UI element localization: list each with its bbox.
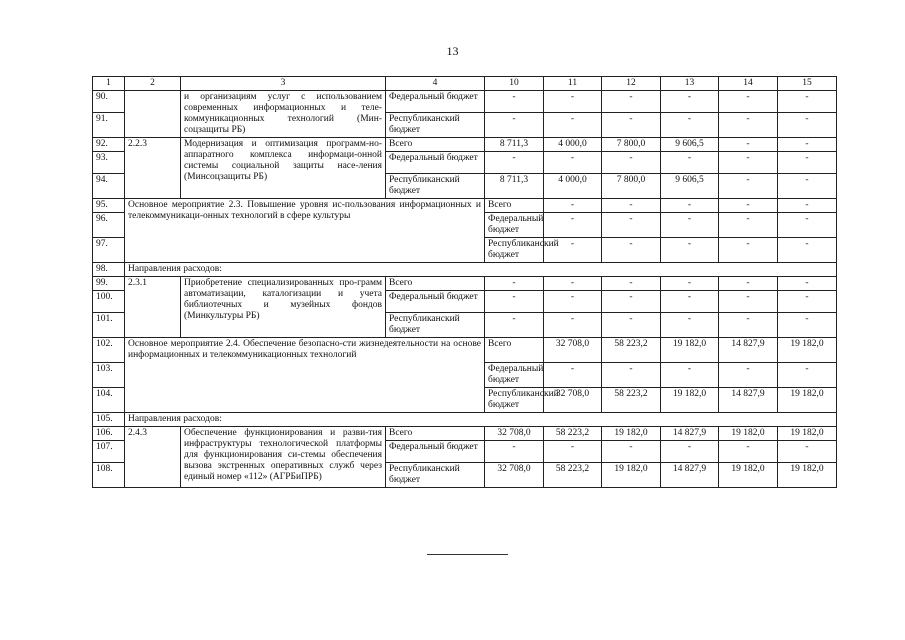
value-cell: - bbox=[544, 152, 602, 174]
value-cell: 19 182,0 bbox=[778, 388, 837, 413]
value-cell: - bbox=[719, 363, 778, 388]
value-cell: - bbox=[485, 313, 544, 338]
value-cell: - bbox=[778, 277, 837, 291]
funding-source: Республиканский бюджет bbox=[386, 174, 485, 199]
value-cell: - bbox=[778, 313, 837, 338]
value-cell: - bbox=[485, 277, 544, 291]
value-cell: - bbox=[602, 238, 661, 263]
row-number: 90. bbox=[93, 91, 125, 113]
value-cell: - bbox=[778, 174, 837, 199]
value-cell: - bbox=[602, 91, 661, 113]
budget-table bbox=[92, 76, 837, 488]
row-number: 100. bbox=[93, 291, 125, 313]
activity-description: Обеспечение функционирования и разви-тия инфраструктуры технологической платформы для функционирования си-стемы обеспечения вызова экстренных оперативных служб через единый номер «112» (АГРБиПРБ) bbox=[181, 427, 386, 488]
value-cell: - bbox=[485, 441, 544, 463]
value-cell: - bbox=[661, 313, 719, 338]
value-cell: 58 223,2 bbox=[544, 427, 602, 441]
value-cell: 32 708,0 bbox=[485, 427, 544, 441]
value-cell: - bbox=[778, 363, 837, 388]
table-row bbox=[93, 138, 837, 152]
value-cell: - bbox=[602, 113, 661, 138]
funding-source: Всего bbox=[386, 138, 485, 152]
funding-source: Федеральный бюджет bbox=[485, 213, 544, 238]
row-number: 98. bbox=[93, 263, 125, 277]
value-cell: - bbox=[544, 213, 602, 238]
funding-source: Всего bbox=[485, 338, 544, 363]
activity-code: 2.2.3 bbox=[125, 138, 181, 199]
value-cell: - bbox=[778, 291, 837, 313]
table-row bbox=[93, 427, 837, 441]
value-cell: - bbox=[719, 213, 778, 238]
row-number: 93. bbox=[93, 152, 125, 174]
value-cell: - bbox=[602, 363, 661, 388]
value-cell: 19 182,0 bbox=[602, 463, 661, 488]
value-cell: - bbox=[719, 91, 778, 113]
row-number: 97. bbox=[93, 238, 125, 263]
footnote-separator bbox=[427, 554, 508, 555]
column-header: 11 bbox=[544, 77, 602, 91]
activity-description: и организациям услуг с использованием современных информационных и теле-коммуникационных технологий (Мин-соцзащиты РБ) bbox=[181, 91, 386, 138]
value-cell: - bbox=[719, 277, 778, 291]
value-cell: 58 223,2 bbox=[602, 338, 661, 363]
value-cell: 14 827,9 bbox=[661, 463, 719, 488]
funding-source: Федеральный бюджет bbox=[485, 363, 544, 388]
value-cell: - bbox=[485, 152, 544, 174]
row-number: 108. bbox=[93, 463, 125, 488]
column-header: 14 bbox=[719, 77, 778, 91]
value-cell: - bbox=[661, 113, 719, 138]
value-cell: - bbox=[661, 238, 719, 263]
value-cell: - bbox=[778, 138, 837, 152]
funding-source: Республиканский бюджет bbox=[485, 238, 544, 263]
row-number: 103. bbox=[93, 363, 125, 388]
row-number: 94. bbox=[93, 174, 125, 199]
funding-source: Республиканский бюджет bbox=[386, 113, 485, 138]
value-cell: - bbox=[544, 277, 602, 291]
value-cell: - bbox=[661, 363, 719, 388]
funding-source: Федеральный бюджет bbox=[386, 152, 485, 174]
value-cell: - bbox=[719, 113, 778, 138]
value-cell: - bbox=[778, 213, 837, 238]
value-cell: - bbox=[602, 291, 661, 313]
row-number: 105. bbox=[93, 413, 125, 427]
table-body bbox=[93, 77, 837, 488]
value-cell: 8 711,3 bbox=[485, 138, 544, 152]
value-cell: - bbox=[485, 113, 544, 138]
value-cell: - bbox=[719, 441, 778, 463]
value-cell: - bbox=[719, 313, 778, 338]
activity-code: 2.3.1 bbox=[125, 277, 181, 338]
value-cell: - bbox=[544, 199, 602, 213]
value-cell: 7 800,0 bbox=[602, 174, 661, 199]
row-number: 99. bbox=[93, 277, 125, 291]
row-number: 106. bbox=[93, 427, 125, 441]
funding-source: Республиканский бюджет bbox=[386, 463, 485, 488]
value-cell: 19 182,0 bbox=[602, 427, 661, 441]
table-row bbox=[93, 199, 837, 213]
main-activity-description: Основное мероприятие 2.3. Повышение уровня ис-пользования информационных и телекоммуникаци-онных технологий в сфере культуры bbox=[125, 199, 485, 263]
table-row bbox=[93, 338, 837, 363]
value-cell: - bbox=[719, 238, 778, 263]
value-cell: - bbox=[661, 199, 719, 213]
row-number: 92. bbox=[93, 138, 125, 152]
column-header: 4 bbox=[386, 77, 485, 91]
value-cell: 32 708,0 bbox=[544, 338, 602, 363]
funding-source: Всего bbox=[386, 277, 485, 291]
value-cell: - bbox=[778, 91, 837, 113]
value-cell: 4 000,0 bbox=[544, 138, 602, 152]
row-number: 107. bbox=[93, 441, 125, 463]
section-row bbox=[93, 413, 837, 427]
value-cell: - bbox=[778, 199, 837, 213]
value-cell: - bbox=[544, 91, 602, 113]
row-number: 102. bbox=[93, 338, 125, 363]
value-cell: - bbox=[602, 199, 661, 213]
table-row bbox=[93, 277, 837, 291]
value-cell: - bbox=[602, 441, 661, 463]
column-header: 15 bbox=[778, 77, 837, 91]
row-number: 104. bbox=[93, 388, 125, 413]
value-cell: - bbox=[661, 291, 719, 313]
column-header: 2 bbox=[125, 77, 181, 91]
activity-code bbox=[125, 91, 181, 138]
value-cell: 14 827,9 bbox=[719, 338, 778, 363]
section-title: Направления расходов: bbox=[125, 263, 837, 277]
value-cell: - bbox=[778, 113, 837, 138]
value-cell: 19 182,0 bbox=[661, 388, 719, 413]
value-cell: - bbox=[778, 238, 837, 263]
value-cell: - bbox=[719, 291, 778, 313]
value-cell: 19 182,0 bbox=[778, 427, 837, 441]
value-cell: 19 182,0 bbox=[719, 463, 778, 488]
table-row bbox=[93, 91, 837, 113]
value-cell: - bbox=[544, 441, 602, 463]
value-cell: 58 223,2 bbox=[602, 388, 661, 413]
column-header: 13 bbox=[661, 77, 719, 91]
value-cell: - bbox=[544, 113, 602, 138]
value-cell: 32 708,0 bbox=[485, 463, 544, 488]
main-activity-description: Основное мероприятие 2.4. Обеспечение безопасно-сти жизнедеятельности на основе информационных и телекоммуникационных технологий bbox=[125, 338, 485, 413]
value-cell: 7 800,0 bbox=[602, 138, 661, 152]
section-title: Направления расходов: bbox=[125, 413, 837, 427]
value-cell: 8 711,3 bbox=[485, 174, 544, 199]
value-cell: - bbox=[719, 152, 778, 174]
funding-source: Республиканский бюджет bbox=[485, 388, 544, 413]
value-cell: - bbox=[661, 441, 719, 463]
value-cell: 14 827,9 bbox=[719, 388, 778, 413]
value-cell: - bbox=[544, 363, 602, 388]
section-row bbox=[93, 263, 837, 277]
value-cell: 14 827,9 bbox=[661, 427, 719, 441]
value-cell: - bbox=[485, 91, 544, 113]
funding-source: Всего bbox=[386, 427, 485, 441]
column-header: 1 bbox=[93, 77, 125, 91]
value-cell: - bbox=[778, 152, 837, 174]
funding-source: Федеральный бюджет bbox=[386, 441, 485, 463]
value-cell: - bbox=[661, 91, 719, 113]
value-cell: - bbox=[719, 138, 778, 152]
value-cell: 32 708,0 bbox=[544, 388, 602, 413]
value-cell: - bbox=[602, 213, 661, 238]
value-cell: 19 182,0 bbox=[778, 338, 837, 363]
column-header: 12 bbox=[602, 77, 661, 91]
row-number: 95. bbox=[93, 199, 125, 213]
value-cell: 4 000,0 bbox=[544, 174, 602, 199]
column-header: 3 bbox=[181, 77, 386, 91]
value-cell: 19 182,0 bbox=[661, 338, 719, 363]
activity-description: Приобретение специализированных про-грамм автоматизации, каталогизации и учета библиотечных и музейных фондов (Минкультуры РБ) bbox=[181, 277, 386, 338]
value-cell: - bbox=[602, 277, 661, 291]
activity-description: Модернизация и оптимизация программ-но-аппаратного комплекса информаци-онной системы социальной защиты насе-ления (Минсоцзащиты РБ) bbox=[181, 138, 386, 199]
value-cell: - bbox=[602, 152, 661, 174]
value-cell: 19 182,0 bbox=[778, 463, 837, 488]
funding-source: Федеральный бюджет bbox=[386, 291, 485, 313]
value-cell: - bbox=[719, 174, 778, 199]
funding-source: Всего bbox=[485, 199, 544, 213]
value-cell: - bbox=[485, 291, 544, 313]
value-cell: - bbox=[544, 291, 602, 313]
column-header: 10 bbox=[485, 77, 544, 91]
page-number: 13 bbox=[446, 44, 459, 58]
value-cell: - bbox=[661, 152, 719, 174]
value-cell: - bbox=[661, 277, 719, 291]
value-cell: - bbox=[544, 313, 602, 338]
value-cell: - bbox=[602, 313, 661, 338]
row-number: 96. bbox=[93, 213, 125, 238]
value-cell: 9 606,5 bbox=[661, 174, 719, 199]
funding-source: Республиканский бюджет bbox=[386, 313, 485, 338]
value-cell: 19 182,0 bbox=[719, 427, 778, 441]
row-number: 101. bbox=[93, 313, 125, 338]
row-number: 91. bbox=[93, 113, 125, 138]
value-cell: - bbox=[719, 199, 778, 213]
value-cell: 58 223,2 bbox=[544, 463, 602, 488]
value-cell: 9 606,5 bbox=[661, 138, 719, 152]
value-cell: - bbox=[778, 441, 837, 463]
header-row bbox=[93, 77, 837, 91]
funding-source: Федеральный бюджет bbox=[386, 91, 485, 113]
activity-code: 2.4.3 bbox=[125, 427, 181, 488]
value-cell: - bbox=[544, 238, 602, 263]
value-cell: - bbox=[661, 213, 719, 238]
